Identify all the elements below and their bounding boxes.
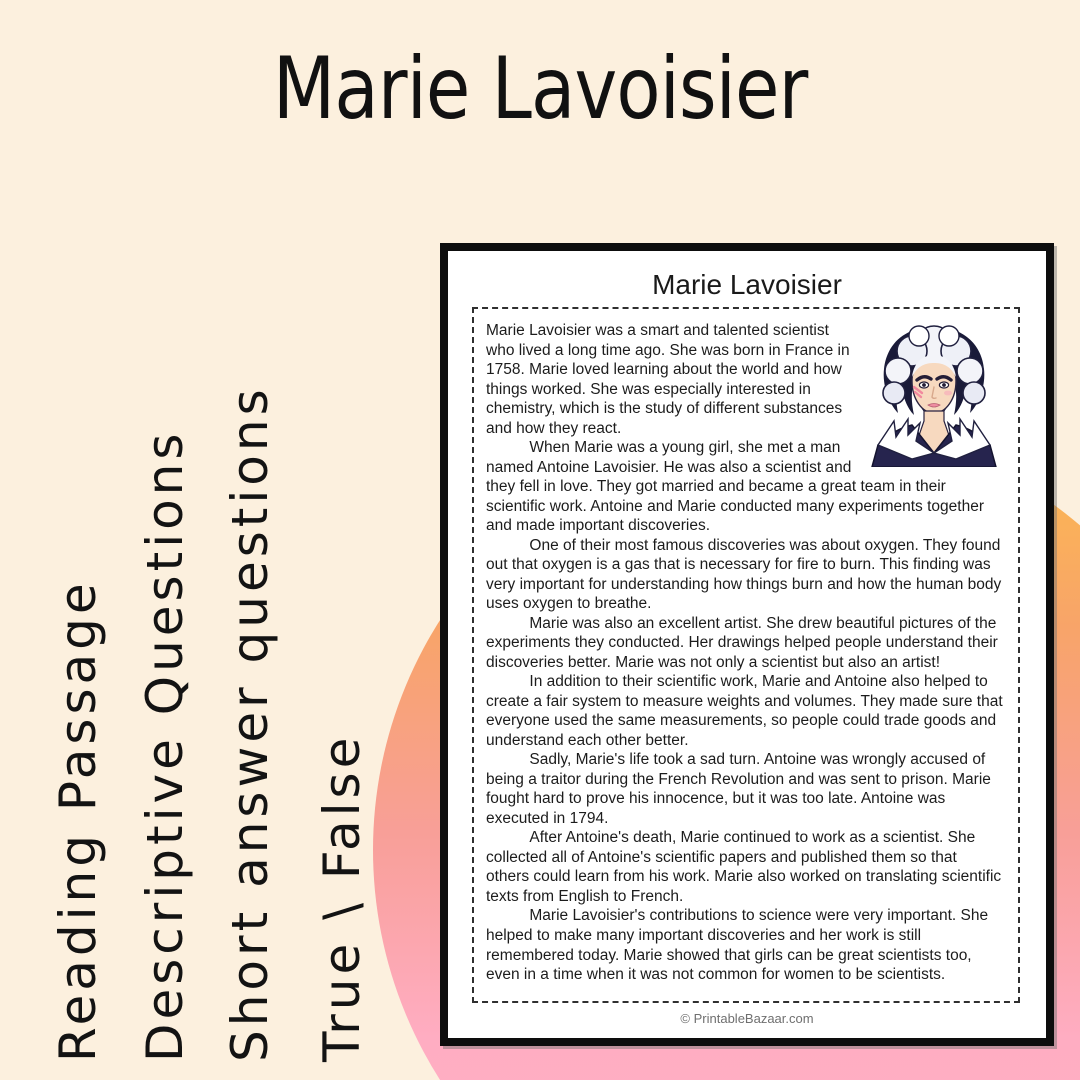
passage-title: Marie Lavoisier [652,269,842,300]
worksheet-page [440,243,1054,1046]
main-title-text: Marie Lavoisier [272,39,808,139]
passage-box [472,307,1020,1003]
passage-paragraph: After Antoine's death, Marie continued to work as a scientist. She collected all of Antoine's scientific papers and published them so that others could learn from his work. Marie also worked on translating scientific texts from English to French. [486,829,1002,905]
passage-paragraph: In addition to their scientific work, Marie and Antoine also helped to create a fair system to measure weights and volumes. They made sure that everyone used the same measurements, so people could trade goods and understand each other better. [486,673,1003,749]
portrait-illustration [864,321,1004,467]
side-label-short-answer-questions: Short answer questions [221,385,279,1062]
marie-portrait-icon [864,321,1004,467]
side-label-descriptive-questions: Descriptive Questions [136,429,194,1062]
passage-paragraph: Marie Lavoisier's contributions to science were very important. She helped to make many important discoveries and her work is still remembered today. Marie showed that girls can be great scientists too, even in a time when it was not common for women to be scientists. [486,907,989,984]
passage-paragraph: When Marie was a young girl, she met a man named Antoine Lavoisier. He was also a scientist and they fell in love. They got married and became a great team in their scientific work. Antoine and Marie conducted many experiments together and made important discoveries. [486,439,984,535]
main-title [0,39,1080,139]
side-label-reading-passage: Reading Passage [49,579,107,1062]
passage-paragraph: One of their most famous discoveries was about oxygen. They found out that oxygen is a gas that is necessary for fire to burn. This finding was very important for understanding how things burn and how the human body uses oxygen to breathe. [486,536,1002,613]
passage-paragraph: Sadly, Marie's life took a sad turn. Antoine was wrongly accused of being a traitor during the French Revolution and was sent to prison. Marie fought hard to prove his innocence, but it was too late. Antoine was executed in 1794. [486,751,991,827]
passage-paragraph: Marie Lavoisier was a smart and talented scientist who lived a long time ago. She was born in France in 1758. Marie loved learning about the world and how things worked. She was especially interested in chemistry, which is the study of different substances and how they react. [486,322,850,437]
side-label-true-false: True \ False [313,733,371,1062]
passage-paragraph: Marie was also an excellent artist. She drew beautiful pictures of the experiments they conducted. Her drawings helped people understand their discoveries better. Marie was not only a scientist but also an artist! [486,614,998,671]
footer-credit: © PrintableBazaar.com [680,1011,814,1026]
